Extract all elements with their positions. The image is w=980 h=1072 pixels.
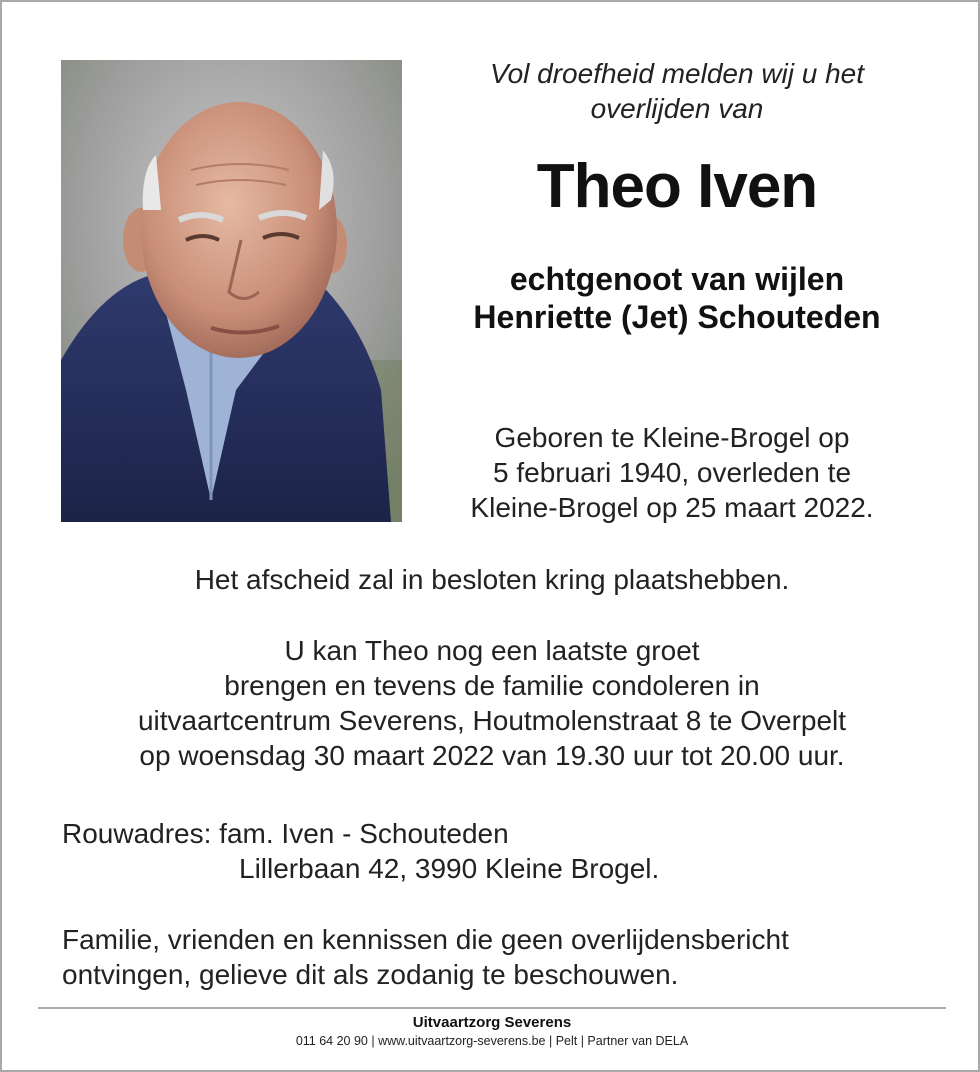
- birth-line: Geboren te Kleine-Brogel op: [494, 422, 850, 453]
- birth-line: Kleine-Brogel op 25 maart 2022.: [470, 492, 874, 523]
- birth-line: 5 februari 1940, overleden te: [492, 457, 852, 488]
- footer-divider: [38, 1007, 946, 1009]
- family-line: Familie, vrienden en kennissen die geen overlijdensbericht: [62, 924, 789, 955]
- family-notice: [62, 922, 942, 992]
- visit-line: U kan Theo nog een laatste groet: [284, 635, 700, 666]
- farewell-notice: Het afscheid zal in besloten kring plaatshebben.: [194, 564, 790, 595]
- spouse-line: echtgenoot van wijlen: [509, 261, 845, 297]
- visit-line: brengen en tevens de familie condoleren in: [224, 670, 760, 701]
- spouse-line: Henriette (Jet) Schouteden: [473, 299, 881, 335]
- mourning-address: [62, 816, 942, 886]
- intro-line: Vol droefheid melden wij u het: [489, 58, 865, 89]
- portrait-photo: [61, 60, 402, 522]
- spouse-info: [422, 260, 932, 336]
- funeral-home-contact: 011 64 20 90 | www.uitvaartzorg-severens.be | Pelt | Partner van DELA: [295, 1034, 689, 1048]
- family-line: ontvingen, gelieve dit als zodanig te beschouwen.: [62, 959, 679, 990]
- visitation-info: [2, 633, 980, 773]
- portrait-illustration: [61, 60, 402, 522]
- address-line: Rouwadres: fam. Iven - Schouteden: [62, 818, 509, 849]
- visit-line: uitvaartcentrum Severens, Houtmolenstraat 8 te Overpelt: [137, 705, 847, 736]
- deceased-name: Theo Iven: [536, 152, 818, 221]
- address-line: Lillerbaan 42, 3990 Kleine Brogel.: [239, 853, 660, 884]
- intro-line: overlijden van: [590, 93, 764, 124]
- visit-line: op woensdag 30 maart 2022 van 19.30 uur tot 20.00 uur.: [139, 740, 845, 771]
- announcement-intro: [432, 56, 922, 126]
- birth-death-info: [427, 420, 917, 525]
- funeral-home-name: Uitvaartzorg Severens: [412, 1014, 572, 1031]
